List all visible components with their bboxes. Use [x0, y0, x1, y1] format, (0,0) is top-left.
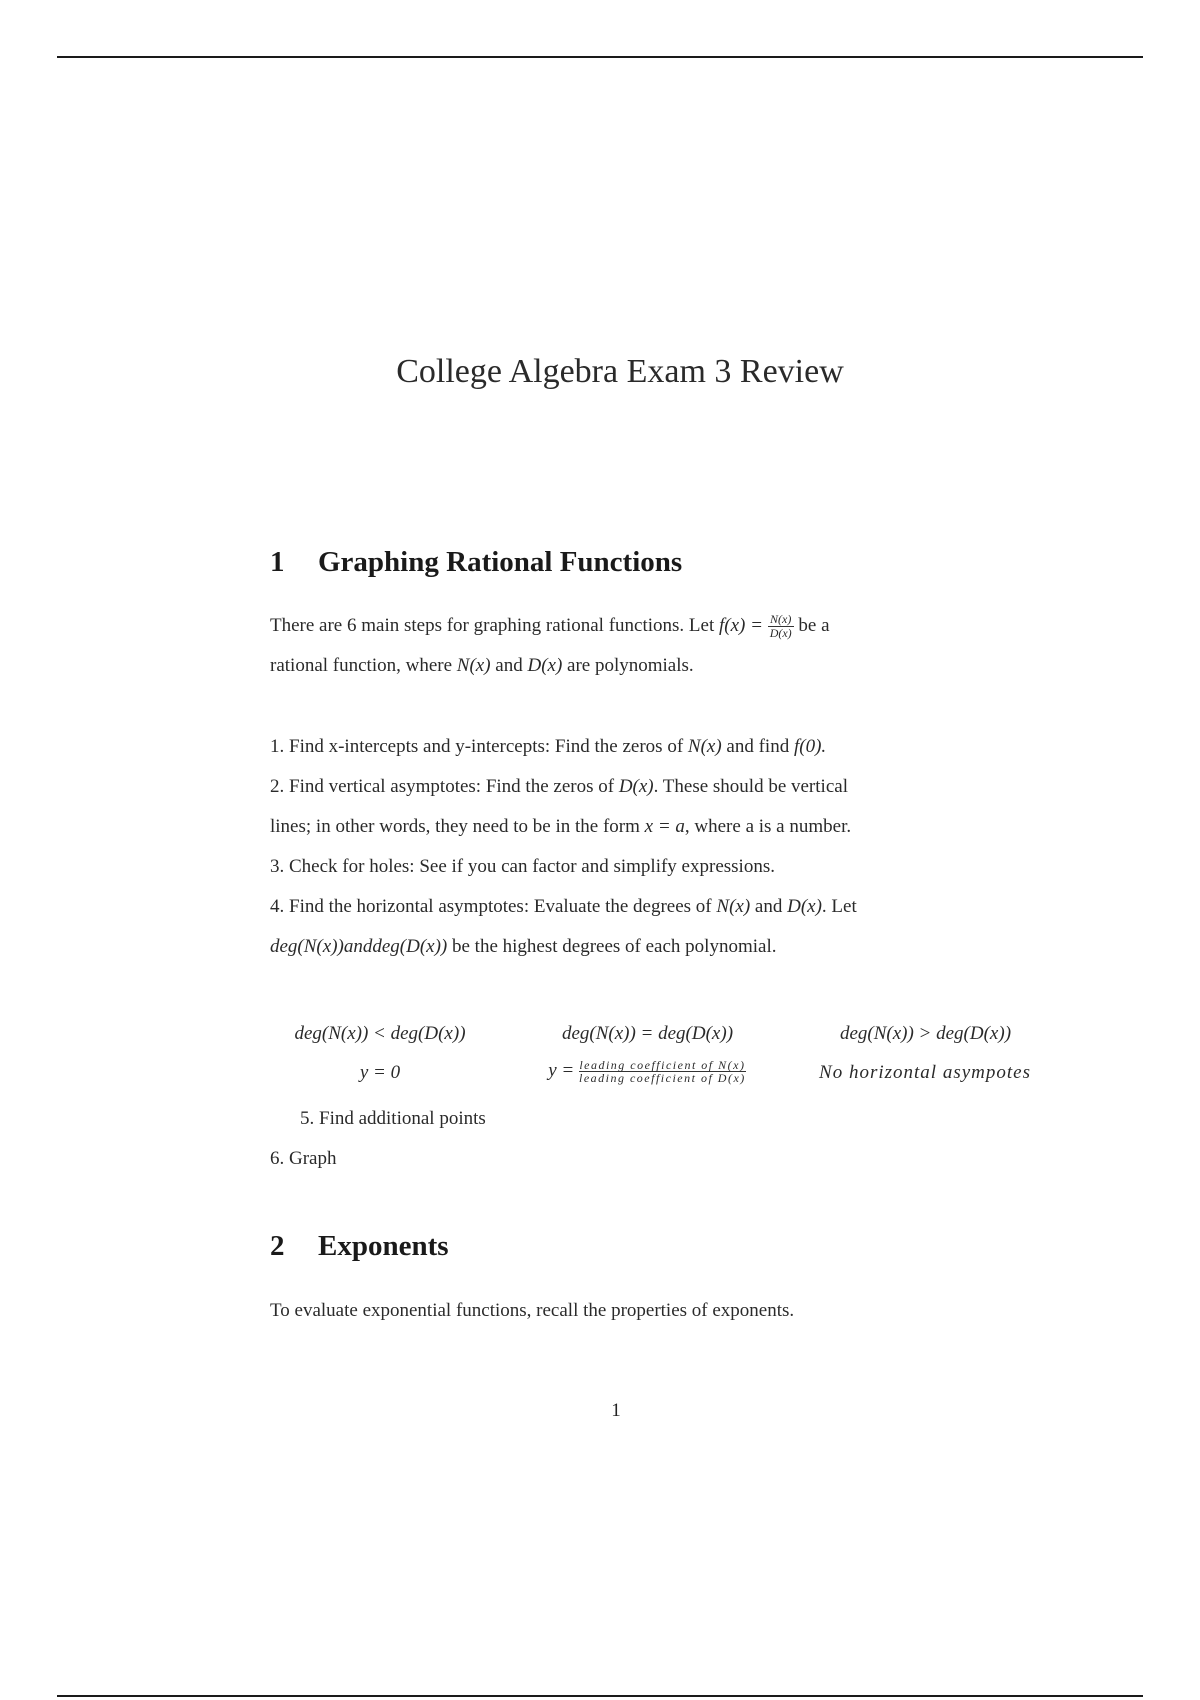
step-2-text-2: . These should be vertical [653, 776, 848, 797]
document-title: College Algebra Exam 3 Review [396, 353, 844, 390]
step-4-line2-text: be the highest degrees of each polynomial. [447, 936, 777, 957]
intro-line2-d: D(x) [527, 655, 563, 676]
intro-text-end: be a [793, 615, 830, 636]
case-result-less: y = 0 [359, 1062, 401, 1083]
intro-line2-and: and [490, 655, 528, 676]
step-3: 3. Check for holes: See if you can factor and simplify expressions. [270, 856, 775, 877]
step-4-d: D(x) [787, 896, 822, 917]
step-1-text-2: and find [721, 736, 794, 757]
step-4-text-end: . Let [821, 896, 857, 917]
case-result-equal-prefix: y = [548, 1059, 579, 1081]
section-2-title: Exponents [318, 1230, 449, 1262]
section-1-title: Graphing Rational Functions [318, 546, 683, 578]
step-4-line-2 [270, 927, 776, 967]
section-1-intro-line-2 [270, 646, 694, 686]
header-rule [57, 56, 1143, 58]
section-1-number: 1 [270, 546, 285, 578]
step-4-line2-math: deg(N(x))anddeg(D(x)) [270, 936, 448, 957]
cases-result-row [0, 1058, 1200, 1094]
step-1 [270, 727, 826, 767]
intro-line2-end: are polynomials. [562, 655, 694, 676]
step-4 [270, 887, 857, 927]
case-result-greater: No horizontal asympotes [819, 1062, 1031, 1083]
step-1-n: N(x) [687, 736, 722, 757]
intro-text: There are 6 main steps for graphing rational functions. Let [270, 615, 719, 636]
step-5: 5. Find additional points [300, 1108, 486, 1129]
step-6: 6. Graph [270, 1148, 337, 1169]
case-header-equal: deg(N(x)) = deg(D(x)) [561, 1023, 734, 1044]
step-4-text: 4. Find the horizontal asymptotes: Evaluate the degrees of [270, 896, 717, 917]
step-1-f0: f(0). [793, 736, 827, 757]
step-2-line2-end: , where a is a number. [684, 816, 852, 837]
intro-fx: f(x) = [719, 615, 768, 636]
case-header-less: deg(N(x)) < deg(D(x)) [294, 1023, 466, 1044]
case-result-equal [508, 1059, 786, 1084]
step-2-line2-text: lines; in other words, they need to be in the form [270, 816, 645, 837]
leading-coefficient-denominator: leading coefficient of D(x) [578, 1071, 746, 1085]
step-4-and: and [750, 896, 788, 917]
step-2-line-2 [270, 807, 851, 847]
cases-header-row [0, 1023, 1200, 1053]
intro-fraction-numerator: N(x) [768, 613, 794, 627]
section-2-number: 2 [270, 1230, 285, 1262]
leading-coefficient-fraction [579, 1059, 746, 1084]
intro-fraction [768, 613, 794, 640]
step-4-n: N(x) [716, 896, 751, 917]
page-number: 1 [611, 1400, 621, 1421]
step-2-d: D(x) [618, 776, 654, 797]
section-1-intro-line-1 [270, 606, 830, 646]
leading-coefficient-numerator: leading coefficient of N(x) [579, 1058, 746, 1072]
step-2-text: 2. Find vertical asymptotes: Find the zeros of [270, 776, 619, 797]
footer-rule [57, 1695, 1143, 1697]
case-header-greater: deg(N(x)) > deg(D(x)) [839, 1023, 1012, 1044]
step-1-text: 1. Find x-intercepts and y-intercepts: Find the zeros of [270, 736, 688, 757]
step-2-xa: x = a [644, 816, 685, 837]
intro-line2-n: N(x) [456, 655, 491, 676]
intro-fraction-denominator: D(x) [769, 626, 792, 641]
intro-line2-text: rational function, where [270, 655, 457, 676]
section-2-intro: To evaluate exponential functions, recall the properties of exponents. [270, 1300, 795, 1321]
section-1-heading [270, 546, 682, 579]
section-2-heading [270, 1230, 449, 1263]
step-2 [270, 767, 848, 807]
